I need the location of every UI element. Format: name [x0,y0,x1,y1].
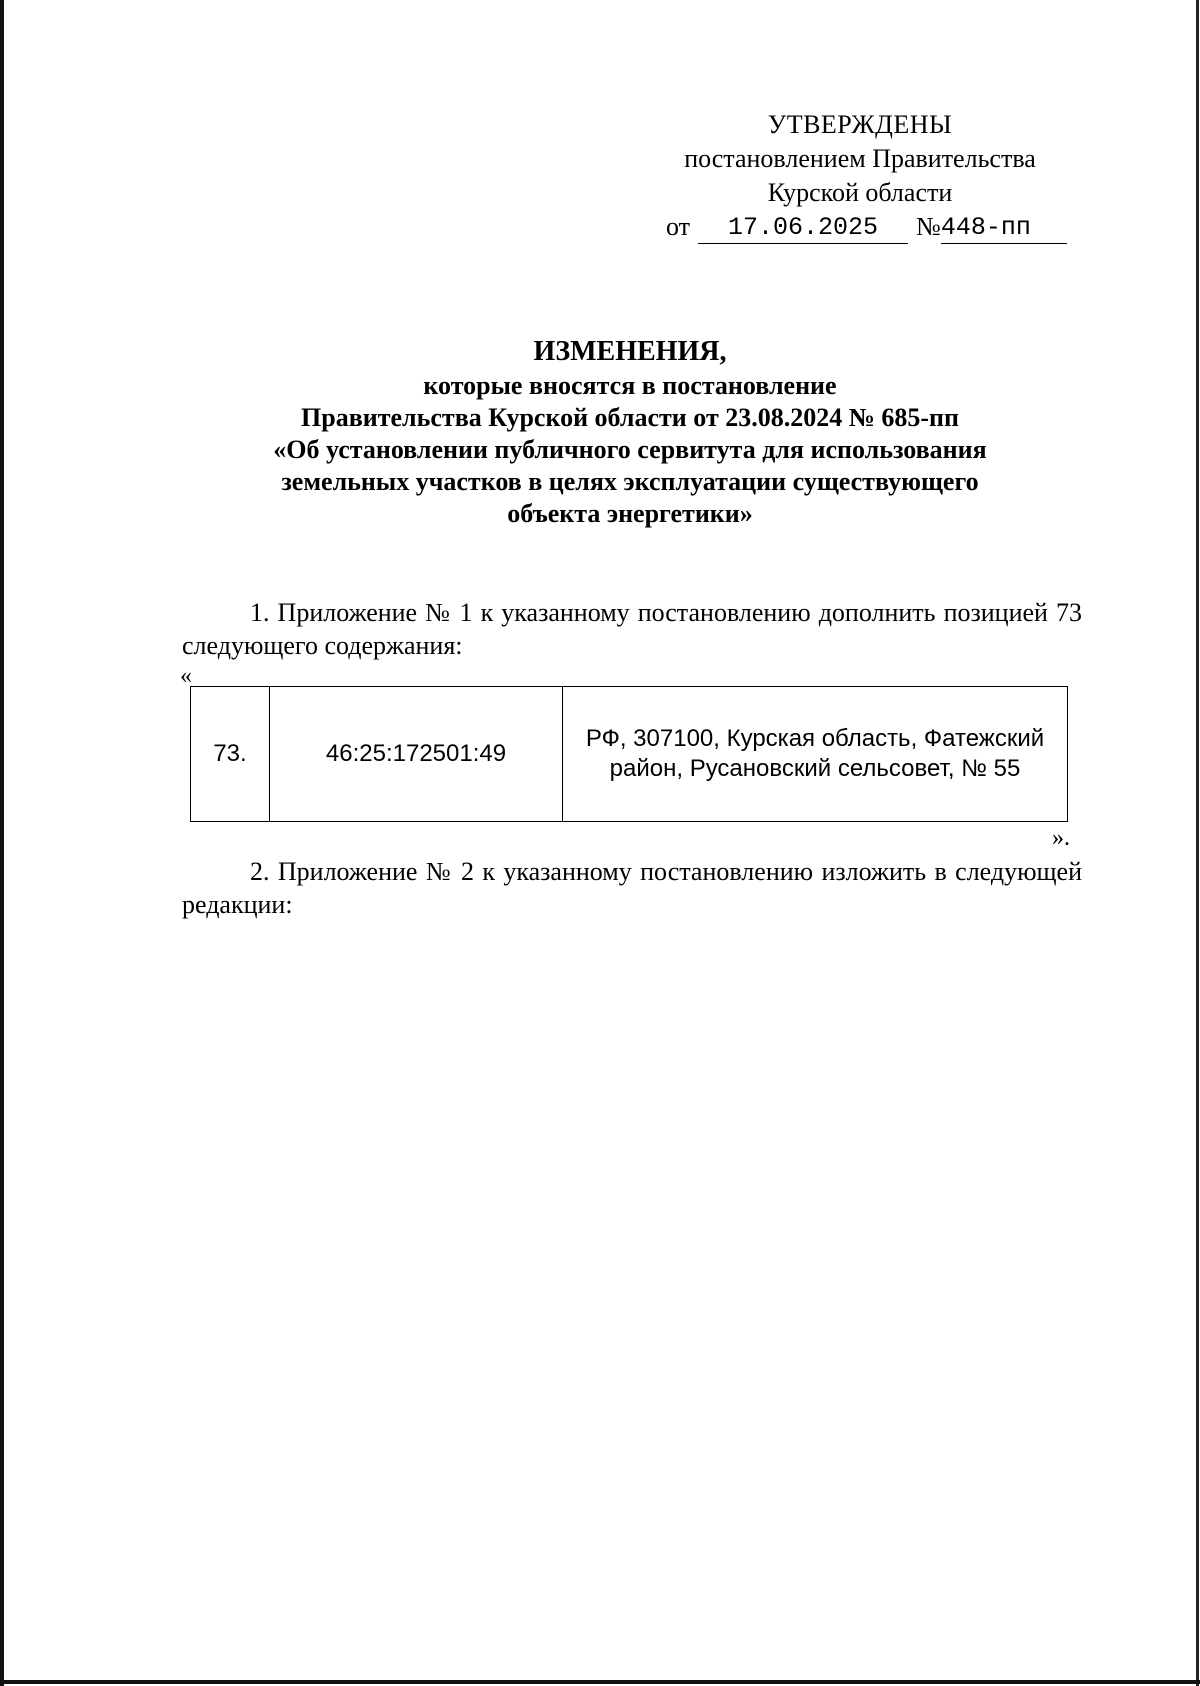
heading-line: «Об установлении публичного сервитута для использования [273,435,987,464]
heading-line: объекта энергетики» [507,499,753,528]
from-label: от [666,212,691,241]
paragraph-1 [182,596,1082,662]
scan-edge-right [1196,0,1199,1686]
positions-table [190,686,1068,822]
address-cell: РФ, 307100, Курская область, Фатежский район, Русановский сельсовет, № 55 [563,687,1068,822]
heading-line: которые вносятся в постановление [423,371,837,400]
paragraph-2 [182,855,1082,921]
row-number-cell: 73. [191,687,270,822]
approval-line-1: постановлением Правительства [684,144,1036,173]
approval-block [640,108,1080,244]
heading-line: Правительства Курской области от 23.08.2024 № 685-пп [301,403,959,432]
scan-edge-bottom [0,1680,1200,1684]
scan-edge-left [0,0,4,1686]
paragraph-1-text: 1. Приложение № 1 к указанному постановлению дополнить позицией 73 следующего содержания: [182,598,1082,660]
number-label: № [916,212,941,241]
cadastral-number-cell: 46:25:172501:49 [270,687,563,822]
quote-open: « [180,663,192,689]
approval-date-line [666,210,1080,244]
quote-close: ». [1052,825,1070,851]
heading-line: земельных участков в целях эксплуатации существующего [281,467,979,496]
approval-line-2: Курской области [767,178,953,207]
approval-number: 448-пп [941,213,1067,244]
document-heading [180,336,1080,530]
heading-title: ИЗМЕНЕНИЯ, [533,336,727,367]
table-row [191,687,1068,822]
paragraph-2-text: 2. Приложение № 2 к указанному постановлению изложить в следующей редакции: [182,857,1082,919]
approval-date: 17.06.2025 [698,213,908,244]
approval-title: УТВЕРЖДЕНЫ [767,110,953,139]
